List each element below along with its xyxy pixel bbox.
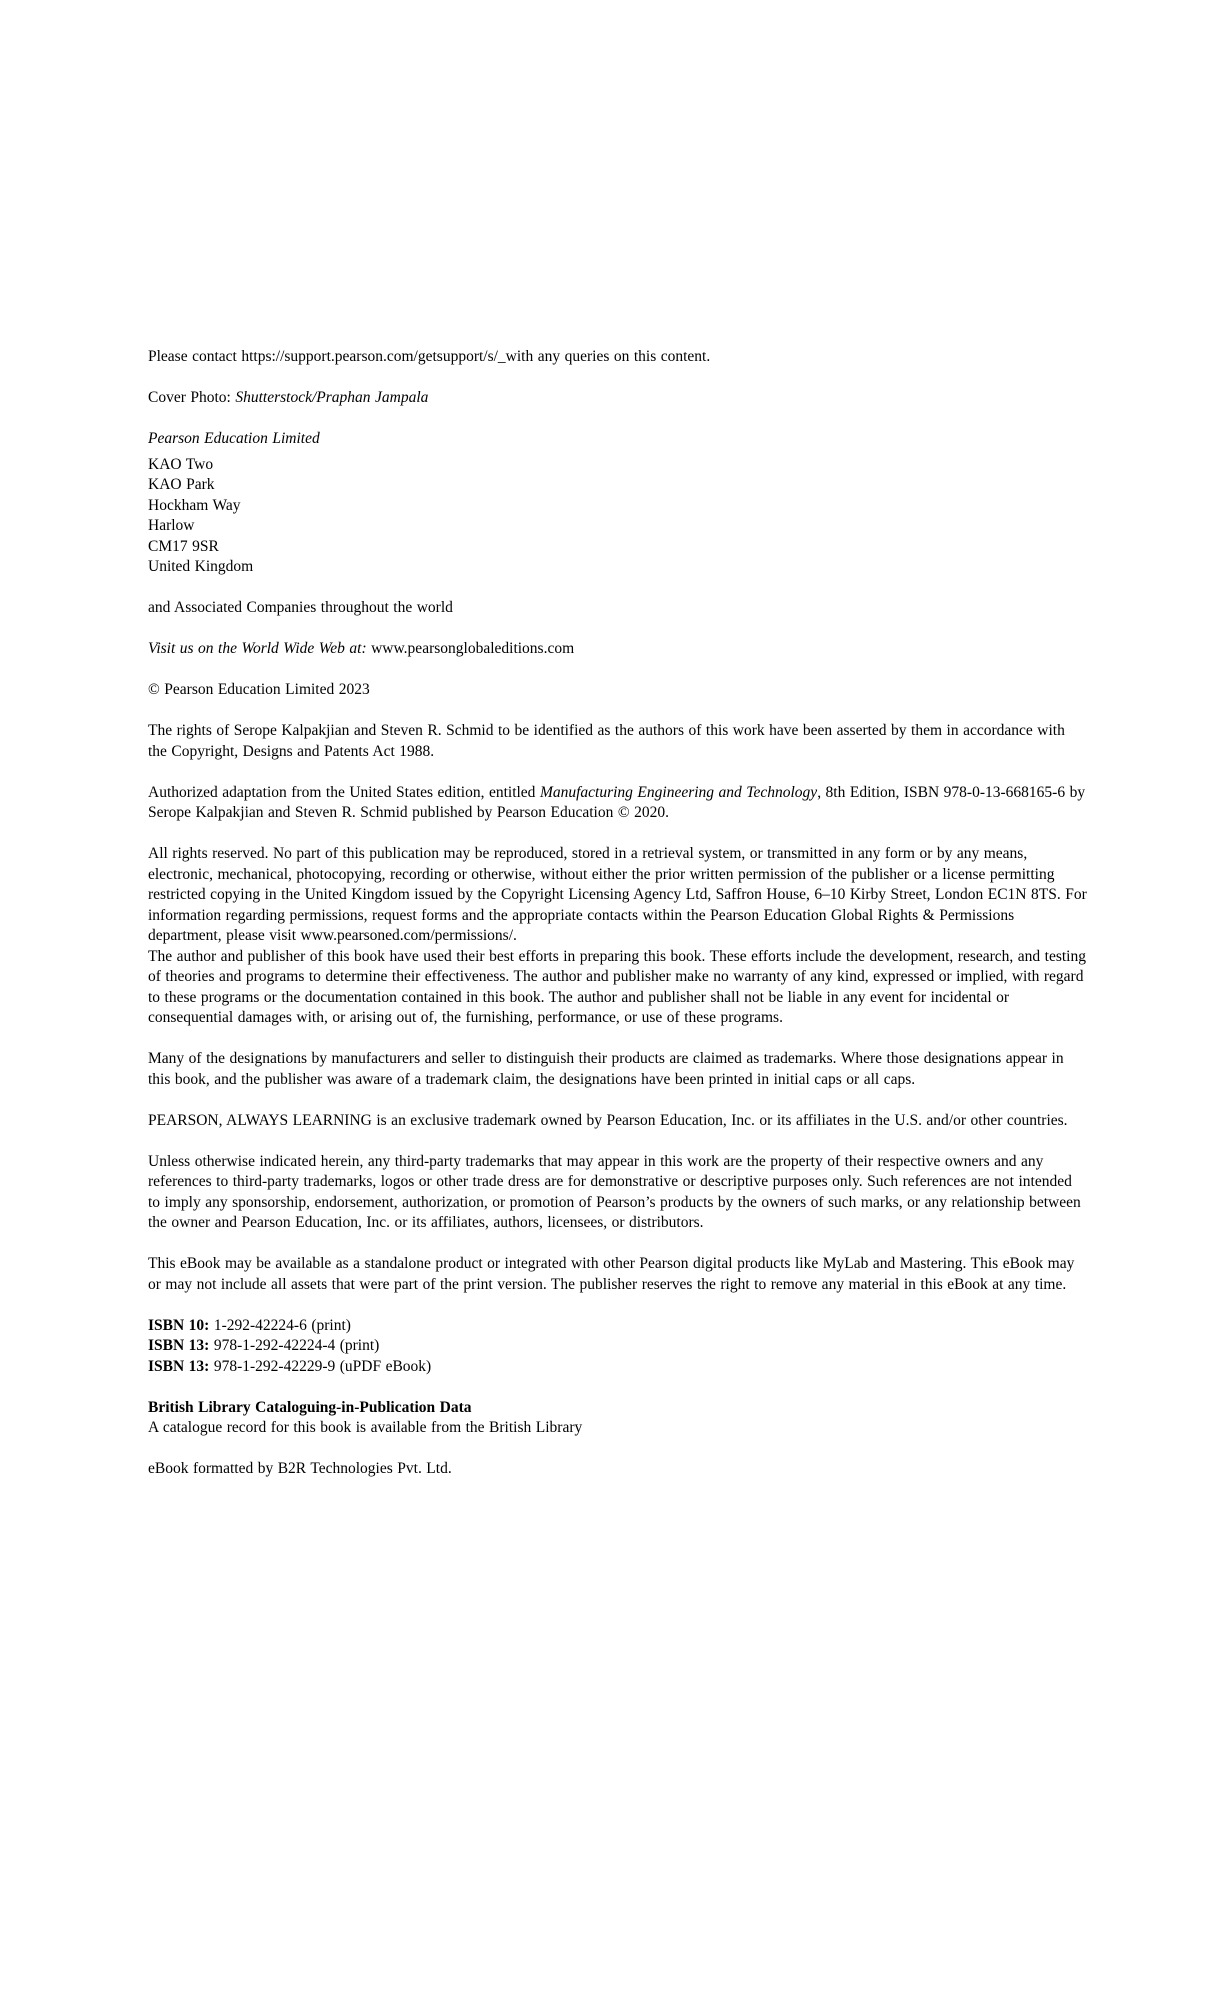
all-rights-reserved-paragraph: All rights reserved. No part of this publication may be reproduced, stored in a retrieval system, or transmitted in any form or by any means, electronic, mechanical, photocopying, recording or otherwise, without either the prior written permission of the publisher or a license permitting restricted copying in the United Kingdom issued by the Copyright Licensing Agency Ltd, Saffron House, 6–10 Kirby Street, London EC1N 8TS. For information regarding permissions, request forms and the appropriate contacts within the Pearson Education Global Rights & Permissions department, please visit www.pearsoned.com/permissions/. (148, 845, 1087, 944)
adaptation-book-title: Manufacturing Engineering and Technology (539, 783, 818, 801)
isbn-13-ebook-line (148, 1357, 1088, 1378)
british-library-record-line: A catalogue record for this book is available from the British Library (148, 1419, 583, 1436)
isbn-13-ebook-label: ISBN 13: (148, 1357, 210, 1375)
address-line-3: Hockham Way (148, 496, 241, 514)
address-line-6: United Kingdom (148, 558, 254, 575)
cover-photo-label: Cover Photo: (148, 389, 236, 406)
british-library-heading-line (148, 1398, 1088, 1419)
pearson-trademark-paragraph: PEARSON, ALWAYS LEARNING is an exclusive trademark owned by Pearson Education, Inc. or its affiliates in the U.S. and/or other countries. (148, 1111, 1068, 1129)
ebook-availability-paragraph: This eBook may be available as a standalone product or integrated with other Pearson digital products like MyLab and Mastering. This eBook may or may not include all assets that were part of the print version. The publisher reserves the right to remove any material in this eBook at any time. (148, 1255, 1075, 1293)
isbn-13-print-label: ISBN 13: (148, 1337, 210, 1354)
associated-companies-line: and Associated Companies throughout the world (148, 599, 453, 616)
third-party-trademarks-paragraph: Unless otherwise indicated herein, any third-party trademarks that may appear in this work are the property of their respective owners and any references to third-party trademarks, logos or other trade dress are for demonstrative or descriptive purposes only. Such references are not intended to imply any sponsorship, endorsement, authorization, or promotion of Pearson’s products by the owners of such marks, or any relationship between the owner and Pearson Education, Inc. or its affiliates, authors, licensees, or distributors. (148, 1152, 1081, 1231)
isbn-block (148, 1316, 1088, 1378)
publisher-name-line (148, 429, 1088, 450)
website-visit-label: Visit us on the World Wide Web at: (148, 640, 372, 657)
address-line-1: KAO Two (148, 455, 214, 473)
authors-rights-paragraph: The rights of Serope Kalpakjian and Steven R. Schmid to be identified as the authors of this work have been asserted by them in accordance with the Copyright, Designs and Patents Act 1988. (148, 722, 1065, 760)
address-line-4: Harlow (148, 517, 195, 534)
isbn-13-print-value: 978-1-292-42224-4 (print) (209, 1337, 380, 1354)
publisher-name: Pearson Education Limited (148, 430, 320, 447)
cover-photo-credit: Shutterstock/Praphan Jampala (235, 389, 429, 406)
trademark-designations-paragraph: Many of the designations by manufacturers and seller to distinguish their products are claimed as trademarks. Where those designations appear in this book, and the publisher was aware of a trademark claim, the designations have been printed in initial caps or all caps. (148, 1050, 1064, 1088)
website-url: www.pearsonglobaleditions.com (371, 640, 575, 657)
adaptation-paragraph (148, 783, 1088, 824)
isbn-10-label: ISBN 10: (148, 1316, 210, 1334)
website-line (148, 639, 1088, 660)
copyright-notice-line: © Pearson Education Limited 2023 (148, 681, 370, 698)
cover-photo-line (148, 388, 1088, 409)
best-efforts-paragraph: The author and publisher of this book have used their best efforts in preparing this book. These efforts include the development, research, and testing of theories and programs to determine their effectiveness. The author and publisher make no warranty of any kind, expressed or implied, with regard to these programs or the documentation contained in this book. The author and publisher shall not be liable in any event for incidental or consequential damages with, or arising out of, the furnishing, performance, or use of these programs. (148, 947, 1086, 1026)
isbn-13-print-line (148, 1336, 1088, 1357)
ebook-formatter-line: eBook formatted by B2R Technologies Pvt. Ltd. (148, 1460, 452, 1477)
address-line-2: KAO Park (148, 476, 215, 493)
adaptation-text-post: , 8th Edition, ISBN 978-0-13-668165-6 by Serope Kalpakjian and Steven R. Schmid published by Pearson Education © 2020. (148, 783, 1086, 821)
copyright-page (148, 347, 1088, 1500)
publisher-address (148, 455, 1088, 578)
british-library-heading: British Library Cataloguing-in-Publication Data (148, 1398, 472, 1416)
address-line-5: CM17 9SR (148, 537, 219, 555)
isbn-13-ebook-value: 978-1-292-42229-9 (uPDF eBook) (209, 1357, 432, 1375)
support-contact-line: Please contact https://support.pearson.com/getsupport/s/_with any queries on this content. (148, 348, 711, 365)
isbn-10-print-line (148, 1316, 1088, 1337)
isbn-10-value: 1-292-42224-6 (print) (209, 1316, 351, 1334)
adaptation-text-pre: Authorized adaptation from the United States edition, entitled (148, 783, 540, 801)
